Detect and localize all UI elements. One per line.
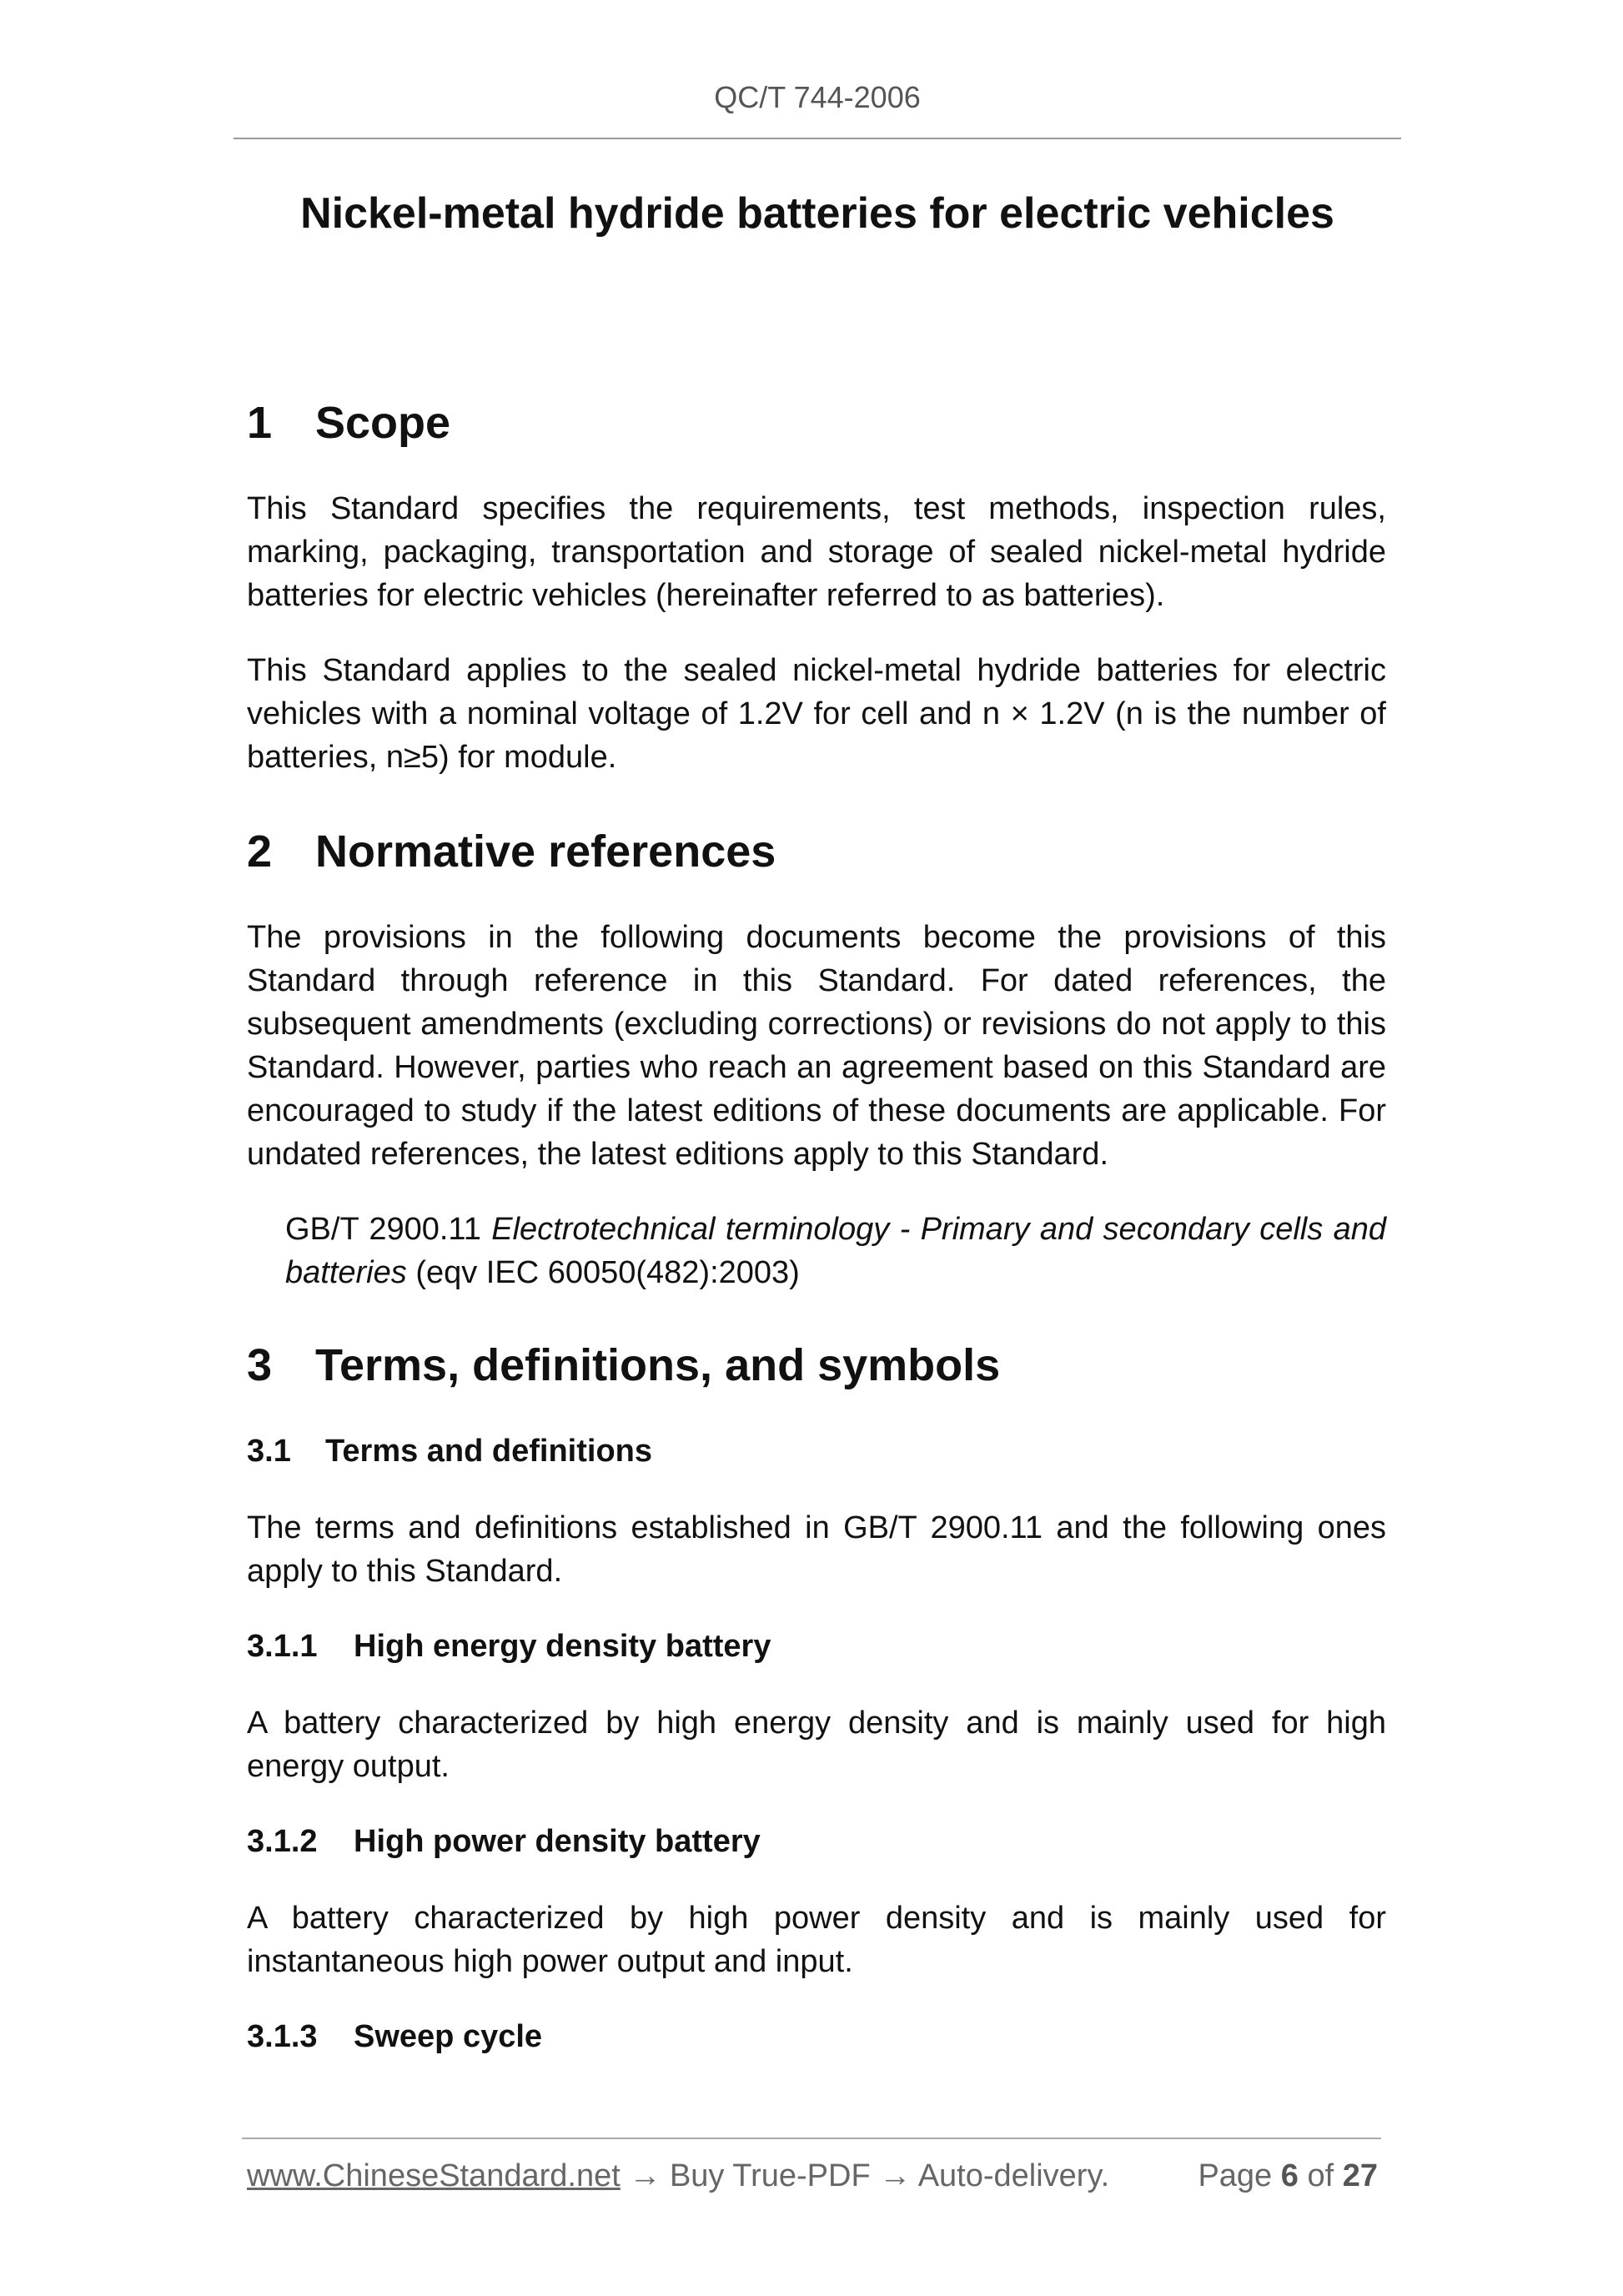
reference-equivalence: (eqv IEC 60050(482):2003) — [415, 1255, 800, 1290]
term-number: 3.1.1 — [247, 1629, 318, 1664]
term-number: 3.1.3 — [247, 2019, 318, 2054]
website-link[interactable]: www.ChineseStandard.net — [247, 2158, 621, 2193]
footer — [247, 2158, 1386, 2194]
term-number: 3.1.2 — [247, 1824, 318, 1859]
term-title: High power density battery — [354, 1824, 761, 1859]
normative-reference-item — [285, 1208, 1386, 1294]
header-doc-id: QC/T 744-2006 — [714, 80, 921, 114]
page-current: 6 — [1280, 2158, 1299, 2193]
paragraph: This Standard applies to the sealed nickel-metal hydride batteries for electric vehicles with a nominal voltage of 1.2V for cell and n × 1.2V (n is the number of batteries, n≥5) for module. — [247, 653, 1386, 775]
section-title: Scope — [315, 398, 451, 448]
paragraph: The terms and definitions established in GB/T 2900.11 and the following ones apply to this Standard. — [247, 1510, 1386, 1589]
subsection-title: Terms and definitions — [325, 1434, 653, 1469]
section-2-heading — [247, 822, 1386, 881]
section-number: 3 — [247, 1340, 273, 1390]
paragraph: A battery characterized by high energy density and is mainly used for high energy output. — [247, 1706, 1386, 1784]
term-title: High energy density battery — [354, 1629, 771, 1664]
footer-tagline: → Buy True-PDF → Auto-delivery. — [620, 2158, 1110, 2193]
page-label: Page — [1198, 2158, 1273, 2193]
term-title: Sweep cycle — [354, 2019, 543, 2054]
paragraph: This Standard specifies the requirements, test methods, inspection rules, marking, packaging, transportation and storage of sealed nickel-metal hydride batteries for electric vehicles (hereinafter referred to as batteries). — [247, 491, 1386, 613]
term-3-1-1-heading — [247, 1625, 1386, 1668]
section-number: 1 — [247, 398, 273, 448]
document-body — [247, 394, 1386, 2092]
page-total: 27 — [1342, 2158, 1378, 2193]
term-3-1-2-heading — [247, 1820, 1386, 1863]
section-title: Terms, definitions, and symbols — [315, 1340, 1001, 1390]
header-divider — [234, 138, 1401, 139]
section-3-heading — [247, 1336, 1386, 1394]
paragraph: A battery characterized by high power density and is mainly used for instantaneous high power output and input. — [247, 1901, 1386, 1979]
section-number: 2 — [247, 826, 273, 877]
footer-divider — [242, 2138, 1381, 2139]
term-3-1-3-heading — [247, 2015, 1386, 2058]
paragraph: The provisions in the following documents become the provisions of this Standard through reference in this Standard. For dated references, the subsequent amendments (excluding corrections) or revisions do not apply to this Standard. However, parties who reach an agreement based on this Standard are encouraged to study if the latest editions of these documents are applicable. For undated references, the latest editions apply to this Standard. — [247, 920, 1386, 1172]
section-1-heading — [247, 394, 1386, 452]
page-indicator — [1198, 2158, 1378, 2194]
reference-title: Electrotechnical terminology - Primary and secondary cells and batteries — [285, 1212, 1386, 1290]
subsection-number: 3.1 — [247, 1434, 291, 1469]
of-label: of — [1307, 2158, 1334, 2193]
document-title: Nickel-metal hydride batteries for electric vehicles — [300, 189, 1334, 238]
subsection-3-1-heading — [247, 1429, 1386, 1473]
section-title: Normative references — [315, 826, 776, 877]
reference-code: GB/T 2900.11 — [285, 1212, 481, 1247]
